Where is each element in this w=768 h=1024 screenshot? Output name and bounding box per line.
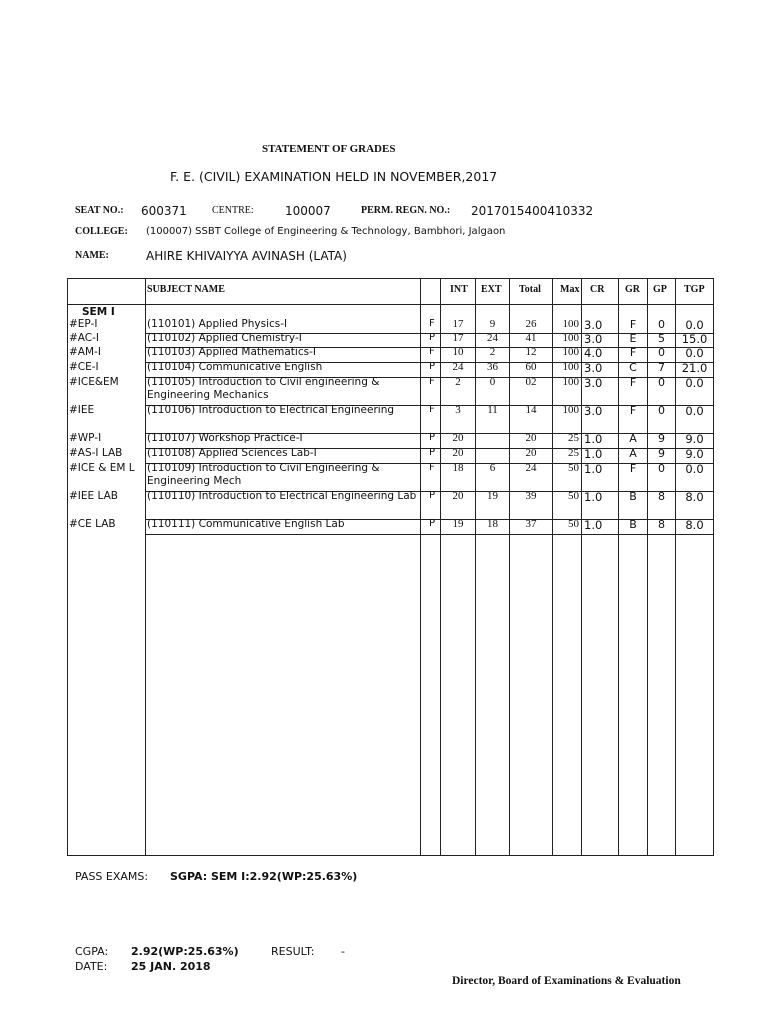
cell-ext: 18 — [487, 518, 498, 530]
cell-max: 50 — [568, 518, 579, 530]
cell-ext: 19 — [487, 490, 498, 502]
cell-code: #WP-I — [69, 432, 102, 444]
cell-gr: F — [629, 376, 637, 389]
col-border — [713, 278, 714, 856]
cell-gr: A — [629, 447, 637, 460]
cell-cr: 1.0 — [584, 518, 603, 532]
cell-total: 26 — [525, 318, 537, 330]
cell-int: 10 — [452, 346, 464, 358]
cell-total: 37 — [525, 518, 537, 530]
cell-gr: E — [629, 332, 637, 345]
date-value: 25 JAN. 2018 — [131, 960, 211, 973]
cell-subject: (110111) Communicative English Lab — [147, 518, 345, 530]
cell-gp: 0 — [658, 346, 665, 359]
cell-tgp: 21.0 — [681, 361, 708, 375]
cell-int: 2 — [455, 376, 461, 388]
header-max: Max — [560, 284, 580, 295]
cell-subject: (110108) Applied Sciences Lab-I — [147, 447, 317, 459]
cell-gr: F — [629, 462, 637, 475]
pass-exams-label: PASS EXAMS: — [75, 870, 149, 883]
cell-subject: (110105) Introduction to Civil engineering & Engineering Mechanics — [147, 376, 380, 401]
cell-pf: P — [429, 518, 436, 529]
cell-pf: P — [429, 432, 436, 443]
header-gr: GR — [625, 284, 640, 295]
result-label: RESULT: — [271, 945, 315, 958]
cell-cr: 3.0 — [584, 404, 603, 418]
cell-gr: B — [629, 490, 637, 503]
cell-tgp: 9.0 — [685, 432, 704, 446]
cell-code: #ICE & EM L — [69, 462, 135, 474]
cell-pf: P — [429, 332, 436, 343]
cell-total: 20 — [525, 432, 537, 444]
cell-max: 100 — [562, 376, 579, 388]
document-title: STATEMENT OF GRADES — [262, 143, 396, 155]
cell-tgp: 0.0 — [685, 462, 704, 476]
exam-heading: F. E. (CIVIL) EXAMINATION HELD IN NOVEMBER,2017 — [170, 169, 498, 184]
cell-max: 100 — [562, 332, 579, 344]
cell-tgp: 0.0 — [685, 318, 704, 332]
cell-cr: 1.0 — [584, 490, 603, 504]
row-divider — [145, 534, 714, 535]
cell-gr: F — [629, 318, 637, 331]
sgpa-value: SGPA: SEM I:2.92(WP:25.63%) — [170, 870, 358, 883]
col-border — [145, 278, 146, 856]
cell-gp: 9 — [658, 447, 665, 460]
cell-int: 17 — [452, 332, 464, 344]
cell-total: 60 — [525, 361, 537, 373]
cell-tgp: 0.0 — [685, 346, 704, 360]
table-border-bottom — [67, 855, 714, 856]
centre-label: CENTRE: — [212, 205, 254, 216]
cell-int: 19 — [452, 518, 464, 530]
cell-int: 20 — [452, 490, 464, 502]
cell-subject: (110110) Introduction to Electrical Engineering Lab — [147, 490, 417, 502]
cell-subject: (110101) Applied Physics-I — [147, 318, 288, 330]
cell-gp: 5 — [658, 332, 665, 345]
cell-total: 39 — [525, 490, 537, 502]
cell-gp: 0 — [658, 376, 665, 389]
cell-cr: 3.0 — [584, 318, 603, 332]
perm-regn-label: PERM. REGN. NO.: — [361, 205, 451, 216]
cell-total: 02 — [525, 376, 537, 388]
cell-total: 41 — [525, 332, 537, 344]
cell-gp: 8 — [658, 518, 665, 531]
cell-total: 20 — [525, 447, 537, 459]
cell-tgp: 15.0 — [681, 332, 708, 346]
cgpa-value: 2.92(WP:25.63%) — [131, 945, 239, 958]
cell-code: #IEE LAB — [69, 490, 118, 502]
college-value: (100007) SSBT College of Engineering & Technology, Bambhori, Jalgaon — [146, 226, 506, 237]
centre-value: 100007 — [285, 204, 331, 218]
cell-code: #CE LAB — [69, 518, 116, 530]
cell-max: 50 — [568, 490, 579, 502]
cell-subject: (110104) Communicative English — [147, 361, 323, 373]
table-border-top — [67, 278, 714, 279]
cell-max: 25 — [568, 447, 579, 459]
grades-table — [67, 278, 714, 856]
cell-tgp: 8.0 — [685, 490, 704, 504]
cell-gp: 7 — [658, 361, 665, 374]
cell-cr: 1.0 — [584, 462, 603, 476]
cell-ext: 24 — [487, 332, 498, 344]
cell-ext: 9 — [489, 318, 496, 330]
cell-code: #AM-I — [69, 346, 101, 358]
cell-max: 100 — [562, 404, 579, 416]
cell-cr: 3.0 — [584, 376, 603, 390]
header-subject: SUBJECT NAME — [147, 284, 225, 295]
cell-max: 25 — [568, 432, 579, 444]
cell-gr: A — [629, 432, 637, 445]
cell-cr: 4.0 — [584, 346, 603, 360]
cell-pf: F — [429, 346, 435, 357]
cell-int: 20 — [452, 432, 464, 444]
cell-total: 14 — [525, 404, 537, 416]
cell-gr: F — [629, 346, 637, 359]
cell-max: 100 — [562, 346, 579, 358]
cell-cr: 1.0 — [584, 447, 603, 461]
cell-subject: (110102) Applied Chemistry-I — [147, 332, 302, 344]
cell-code: #IEE — [69, 404, 95, 416]
cell-ext: 6 — [489, 462, 496, 474]
header-gp: GP — [653, 284, 667, 295]
header-cr: CR — [590, 284, 605, 295]
cell-subject: (110106) Introduction to Electrical Engineering — [147, 404, 395, 416]
cell-gp: 0 — [658, 462, 665, 475]
cell-int: 17 — [452, 318, 464, 330]
cell-tgp: 0.0 — [685, 404, 704, 418]
cell-int: 3 — [455, 404, 461, 416]
cell-cr: 3.0 — [584, 332, 603, 346]
table-header-divider — [67, 304, 714, 305]
cell-ext: 0 — [489, 376, 496, 388]
header-tgp: TGP — [684, 284, 705, 295]
header-int: INT — [450, 284, 468, 295]
cell-subject: (110107) Workshop Practice-I — [147, 432, 303, 444]
cell-total: 12 — [525, 346, 537, 358]
cell-code: #EP-I — [69, 318, 98, 330]
semester-label: SEM I — [82, 306, 115, 318]
cell-tgp: 9.0 — [685, 447, 704, 461]
cell-pf: P — [429, 361, 436, 372]
date-label: DATE: — [75, 960, 108, 973]
result-value: - — [341, 945, 345, 958]
cell-gr: F — [629, 404, 637, 417]
cell-gr: C — [629, 361, 637, 374]
cell-gp: 9 — [658, 432, 665, 445]
cell-ext: 36 — [487, 361, 498, 373]
col-border — [67, 278, 68, 856]
cell-code: #ICE&EM — [69, 376, 119, 388]
cell-subject: (110103) Applied Mathematics-I — [147, 346, 316, 358]
cell-code: #CE-I — [69, 361, 99, 373]
cell-int: 20 — [452, 447, 464, 459]
cell-tgp: 8.0 — [685, 518, 704, 532]
cgpa-label: CGPA: — [75, 945, 109, 958]
cell-int: 18 — [452, 462, 464, 474]
seat-number: 600371 — [141, 204, 187, 218]
cell-code: #AS-I LAB — [69, 447, 123, 459]
signature-line: Director, Board of Examinations & Evaluation — [452, 975, 681, 987]
cell-cr: 1.0 — [584, 432, 603, 446]
cell-total: 24 — [525, 462, 537, 474]
cell-code: #AC-I — [69, 332, 100, 344]
header-ext: EXT — [481, 284, 502, 295]
name-label: NAME: — [75, 250, 109, 261]
cell-ext: 11 — [487, 404, 498, 416]
cell-gp: 8 — [658, 490, 665, 503]
cell-pf: F — [429, 462, 435, 473]
cell-max: 100 — [562, 361, 579, 373]
cell-max: 100 — [562, 318, 579, 330]
seat-label: SEAT NO.: — [75, 205, 124, 216]
cell-max: 50 — [568, 462, 579, 474]
cell-cr: 3.0 — [584, 361, 603, 375]
cell-subject: (110109) Introduction to Civil Engineering & Engineering Mech — [147, 462, 380, 487]
cell-pf: P — [429, 490, 436, 501]
cell-pf: F — [429, 404, 435, 415]
header-total: Total — [519, 284, 541, 295]
cell-gp: 0 — [658, 404, 665, 417]
cell-tgp: 0.0 — [685, 376, 704, 390]
col-border — [581, 278, 582, 856]
cell-int: 24 — [452, 361, 464, 373]
candidate-name: AHIRE KHIVAIYYA AVINASH (LATA) — [146, 249, 347, 263]
college-label: COLLEGE: — [75, 226, 128, 237]
cell-gr: B — [629, 518, 637, 531]
cell-pf: P — [429, 447, 436, 458]
cell-ext: 2 — [489, 346, 496, 358]
cell-pf: F — [429, 318, 435, 329]
perm-regn-number: 2017015400410332 — [471, 204, 594, 218]
col-border — [420, 278, 421, 856]
cell-gp: 0 — [658, 318, 665, 331]
cell-pf: F — [429, 376, 435, 387]
